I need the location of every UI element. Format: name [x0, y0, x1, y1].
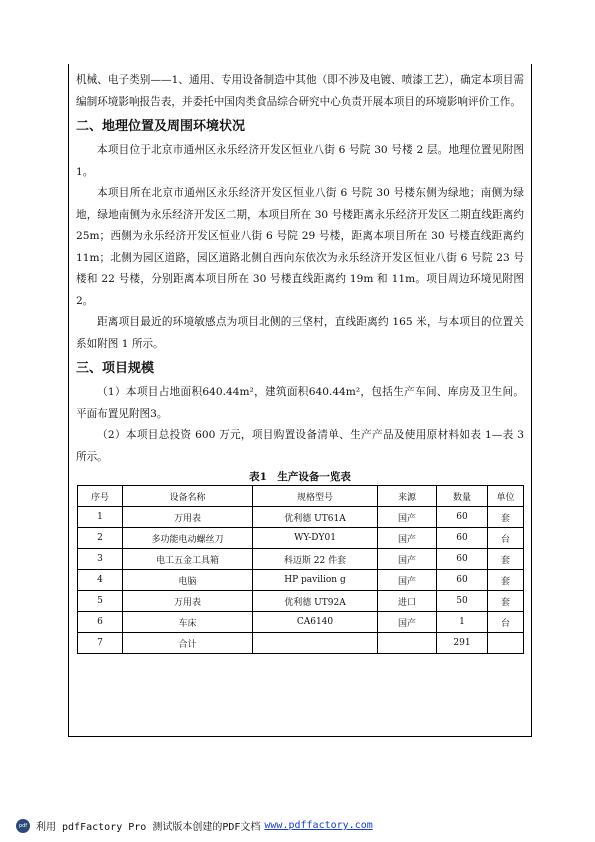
table-cell: WY-DY01: [253, 528, 378, 549]
table-cell: 车床: [123, 612, 253, 633]
table-row: [78, 633, 524, 654]
table-row: [78, 528, 524, 549]
table-cell: 60: [437, 570, 488, 591]
section-heading-scale: 三、项目规模: [76, 361, 155, 376]
paragraph-location: 本项目位于北京市通州区永乐经济开发区恒业八街 6 号院 30 号楼 2 层。地理位置见附图 1。: [76, 144, 524, 178]
table-cell: 1: [78, 507, 123, 528]
header-cell: 来源: [378, 486, 437, 507]
section-heading-location: 二、地理位置及周围环境状况: [76, 119, 246, 134]
table-cell: CA6140: [253, 612, 378, 633]
table-cell: 5: [78, 591, 123, 612]
table-cell: 套: [488, 570, 524, 591]
table-cell: [378, 633, 437, 654]
table-cell: 套: [488, 507, 524, 528]
table-cell: 科迈斯 22 件套: [253, 549, 378, 570]
table-cell: 6: [78, 612, 123, 633]
table-cell: 国产: [378, 528, 437, 549]
table-cell: 3: [78, 549, 123, 570]
table-cell: 国产: [378, 570, 437, 591]
table-row: [78, 612, 524, 633]
table-cell: 4: [78, 570, 123, 591]
paragraph-investment: （2）本项目总投资 600 万元，项目购置设备清单、生产产品及使用原材料如表 1—表 3 所示。: [76, 429, 524, 463]
table-cell: 电工五金工具箱: [123, 549, 253, 570]
table-cell: 电脑: [123, 570, 253, 591]
paragraph-sensitive-point: 距离项目最近的环境敏感点为项目北侧的三垡村，直线距离约 165 米，与本项目的位置关系如附图 1 所示。: [76, 316, 524, 350]
paragraph-surroundings: 本项目所在北京市通州区永乐经济开发区恒业八街 6 号院 30 号楼东侧为绿地；南侧为绿地，绿地南侧为永乐经济开发区二期，本项目所在 30 号楼距离永乐经济开发区二期直线距离约 25m；西侧为永乐经济开发区恒业八街 6 号院 29 号楼，距离本项目所在 30 号楼直线距离约 11m；北侧为园区道路，园区道路北侧自西向东依次为永乐经济开发区恒业八街 6 号院 23 号楼和 22 号楼，分别距离本项目所在 30 号楼直线距离约 19m 和 11m。项目周边环境见附图 2。: [76, 187, 524, 307]
header-cell: 单位: [488, 486, 524, 507]
table-cell: 多功能电动螺丝刀: [123, 528, 253, 549]
table-cell: 50: [437, 591, 488, 612]
table-header-row: [78, 486, 524, 507]
equipment-table: [77, 485, 524, 654]
header-cell: 数量: [437, 486, 488, 507]
table-row: [78, 591, 524, 612]
document-body: [76, 70, 524, 654]
table-cell: 国产: [378, 612, 437, 633]
table-cell: 60: [437, 549, 488, 570]
paragraph-intro: 机械、电子类别——1、通用、专用设备制造中其他（即不涉及电镀、喷漆工艺），确定本项目需编制环境影响报告表，并委托中国肉类食品综合研究中心负责开展本项目的环境影响评价工作。: [76, 74, 524, 108]
table-cell: 套: [488, 591, 524, 612]
table-row: [78, 549, 524, 570]
table-cell: 台: [488, 528, 524, 549]
table-cell: 万用表: [123, 591, 253, 612]
table-cell: 1: [437, 612, 488, 633]
table-cell: 台: [488, 612, 524, 633]
table-cell: [488, 633, 524, 654]
header-cell: 设备名称: [123, 486, 253, 507]
table-cell: 7: [78, 633, 123, 654]
header-cell: 规格型号: [253, 486, 378, 507]
table-cell: 优利德 UT61A: [253, 507, 378, 528]
header-cell: 序号: [78, 486, 123, 507]
footer-link[interactable]: www.pdffactory.com: [264, 820, 373, 831]
table-cell: 套: [488, 549, 524, 570]
table-cell: 国产: [378, 507, 437, 528]
table-cell: 60: [437, 507, 488, 528]
footer-text: 利用 pdfFactory Pro 测试版本创建的PDF文档: [36, 822, 261, 833]
table-cell: HP pavilion g: [253, 570, 378, 591]
pdf-footer: [16, 818, 373, 833]
table-cell: 国产: [378, 549, 437, 570]
table-row: [78, 507, 524, 528]
table-cell: 进口: [378, 591, 437, 612]
table-cell: 优利德 UT92A: [253, 591, 378, 612]
table-cell: 万用表: [123, 507, 253, 528]
table-row: [78, 570, 524, 591]
table-cell: 合计: [123, 633, 253, 654]
paragraph-area: （1）本项目占地面积640.44m²，建筑面积640.44m²，包括生产车间、库房及卫生间。平面布置见附图3。: [76, 386, 524, 420]
table-caption: 表1 生产设备一览表: [249, 471, 351, 483]
table-cell: 60: [437, 528, 488, 549]
table-cell: 291: [437, 633, 488, 654]
table-cell: [253, 633, 378, 654]
table-cell: 2: [78, 528, 123, 549]
pdffactory-logo-icon: pdf: [16, 819, 30, 833]
